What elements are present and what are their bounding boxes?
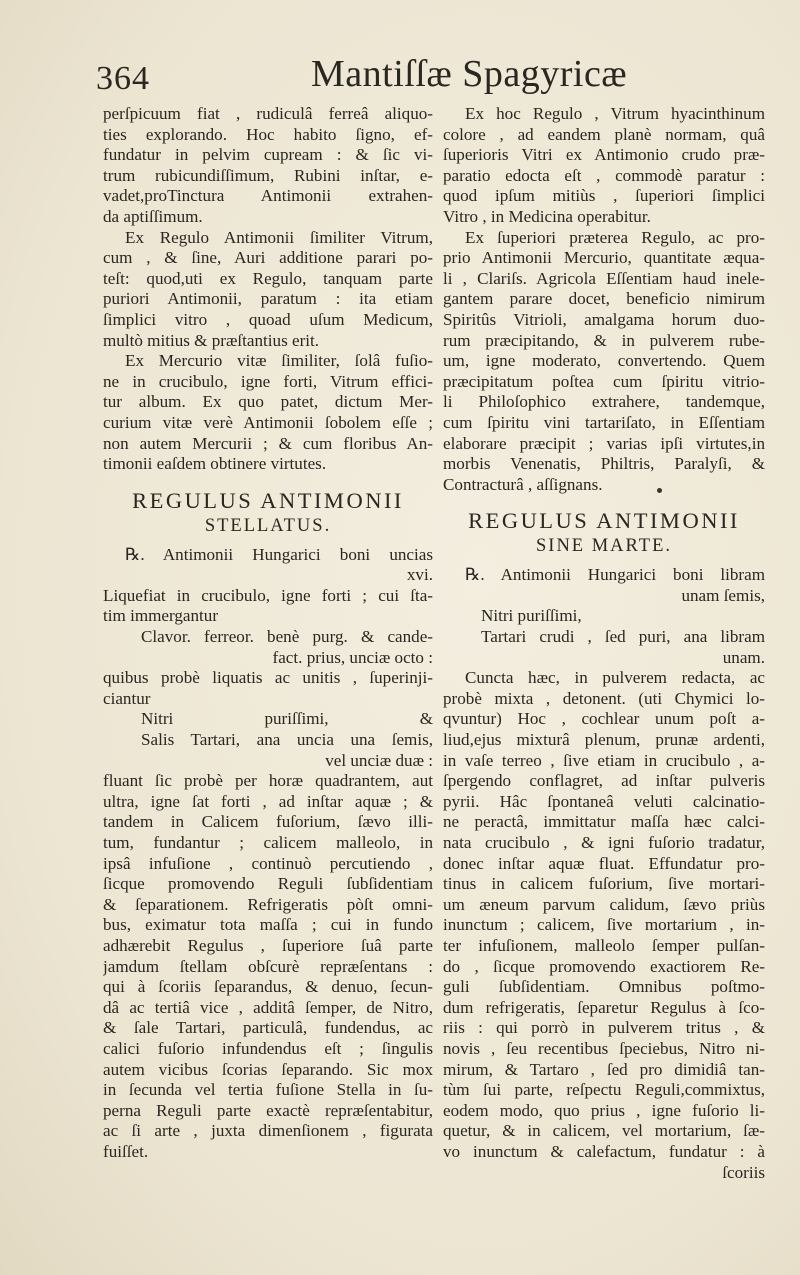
text-line: Nitri puriſſimi,	[481, 606, 582, 626]
text-line: paratio edocta eſt , commodè paratur :	[443, 165, 765, 185]
text-line: da aptiſſimum.	[103, 206, 203, 226]
text-line: ſimplici vitro , quoad uſum Medicum,	[103, 309, 433, 329]
text-line: novis , ſeu recentibus ſpeciebus, Nitro ni-	[443, 1038, 765, 1058]
text-line: unam.	[722, 647, 765, 667]
text-line: in vaſe terreo , ſive etiam in crucibulo , a-	[443, 750, 765, 770]
text-line: ℞. Antimonii Hungarici boni libram	[465, 565, 765, 585]
text-line: liud,ejus mixturâ plenum, prunæ ardenti,	[443, 730, 765, 750]
text-line: & ſale Tartari, particulâ, fundendus, ac	[103, 1018, 433, 1038]
text-line: tandem in Calicem fuſorium, ſævo illi-	[103, 812, 433, 832]
text-line: puriori Antimonii, paratum : ita etiam	[103, 289, 433, 309]
text-line: Tartari crudi , ſed puri, ana libram	[481, 627, 765, 647]
text-line: perſpicuum fiat , rudiculâ ferreâ aliquo-	[103, 104, 433, 123]
text-line: ſicque promovendo Reguli ſubſidentiam	[103, 874, 433, 894]
text-line: non autem Mercurii ; & cum floribus An-	[103, 433, 433, 453]
text-line: cum ſpiritu vini tartariſato, in Eſſentiam	[443, 412, 765, 432]
text-line: gantem parare docet, beneficio nimirum	[443, 289, 765, 309]
page-header	[96, 46, 766, 102]
text-line: ne peractâ, immittatur maſſa hæc calci-	[443, 812, 765, 832]
text-line: probè mixta , detonent. (uti Chymici lo-	[443, 688, 765, 708]
text-line: ſcoriis	[722, 1162, 765, 1182]
text-line: tinus in calicem fuſorium, ſive mortari-	[443, 874, 765, 894]
text-line: Nitri puriſſimi, &	[141, 709, 433, 729]
text-line: Ex ſuperiori præterea Regulo, ac pro-	[465, 227, 765, 247]
text-line: guli ſubſidentiam. Omnibus poſtmo-	[443, 977, 765, 997]
text-line: unam ſemis,	[681, 585, 765, 605]
ink-spot	[657, 488, 662, 493]
text-line: nata crucibulo , & igni fuſorio tradatur,	[443, 833, 765, 852]
left-section-subtitle: STELLATUS.	[204, 515, 332, 536]
text-line: timonii eaſdem obtinere virtutes.	[103, 454, 327, 474]
text-line: curium vitæ verè Antimonii ſobolem eſſe ;	[103, 412, 433, 432]
text-line: donec inſtar aquæ fluat. Effundatur pro-	[443, 853, 765, 873]
right-section-title: REGULUS ANTIMONII	[468, 508, 740, 534]
text-line: quetur, & in calicem, vel mortarium, ſæ-	[443, 1121, 765, 1141]
text-line: li , Clariſs. Agricola Eſſentiam haud inele-	[443, 268, 765, 288]
right-section-subtitle: SINE MARTE.	[536, 536, 672, 557]
text-line: in ſecunda vel tertia fuſione Stella in ſu-	[103, 1080, 433, 1100]
text-line: dâ ac tertiâ vice , additâ ſemper, de Nitro,	[103, 997, 433, 1017]
text-line: bus, eximatur tota maſſa ; cui in fundo	[103, 915, 433, 935]
text-line: mirum, & Tartaro , ſed pro dimidiâ tan-	[443, 1059, 765, 1079]
text-line: ciantur	[103, 688, 151, 708]
text-line: Ex Mercurio vitæ ſimiliter, ſolâ fuſio-	[125, 351, 433, 371]
text-line: ſuperioris Vitri ex Antimonio crudo præ-	[443, 145, 765, 165]
text-line: Vitro , in Medicina operabitur.	[443, 206, 651, 226]
text-line: quod ipſum mitiùs , ſuperiori ſimplici	[443, 186, 765, 206]
text-line: ℞. Antimonii Hungarici boni uncias	[125, 544, 433, 564]
text-line: riis : qui porrò in pulverem tritus , &	[443, 1018, 765, 1038]
running-title: Mantiſſæ Spagyricæ	[311, 53, 628, 95]
right-text-block-a	[443, 104, 765, 495]
text-line: prio Antimonii Mercurio, quantitate æqua-	[443, 248, 765, 268]
text-line: inunctum ; calicem, ſive mortarium , in-	[443, 915, 765, 935]
text-line: ties explorando. Hoc habito ſigno, ef-	[103, 124, 433, 144]
text-line: tur album. Ex quo patet, dictum Mer-	[103, 392, 433, 412]
text-line: tum, fundantur ; calicem malleolo, in	[103, 833, 433, 852]
text-line: do , ſicque promovendo exactiorem Re-	[443, 956, 765, 976]
right-text-block-b	[443, 565, 765, 1183]
text-line: Clavor. ferreor. benè purg. & cande-	[141, 627, 433, 647]
text-line: & ſeparationem. Refrigeratis pòſt omni-	[103, 894, 433, 914]
text-line: ultra, igne ſat forti , ad inſtar aquæ ; &	[103, 791, 433, 811]
text-line: multò mitius & præſtantius erit.	[103, 330, 320, 350]
text-line: perna Reguli parte exactè repræſentabitur,	[103, 1100, 433, 1120]
text-line: ter infuſionem, malleolo ſemper pulſan-	[443, 935, 765, 955]
text-line: colore , ad eandem planè normam, quâ	[443, 124, 765, 144]
text-line: fluant ſic probè per horæ quadrantem, aut	[103, 771, 433, 791]
text-line: cum , & ſine, Auri additione parari po-	[103, 248, 433, 268]
text-line: Ex hoc Regulo , Vitrum hyacinthinum	[465, 104, 765, 123]
text-line: trum rubicundiſſimum, Rubini inſtar, e-	[103, 165, 433, 185]
left-text-block-a	[103, 104, 433, 475]
text-line: li Philoſophico extrahere, tandemque,	[443, 392, 765, 412]
text-line: morbis Venenatis, Philtris, Paralyſi, &	[443, 454, 765, 474]
text-line: Cuncta hæc, in pulverem redacta, ac	[465, 668, 765, 688]
text-line: Liquefiat in crucibulo, igne forti ; cui ſta-	[103, 585, 433, 605]
right-column	[443, 104, 765, 1183]
text-line: jamdum ſtellam obſcurè repræſentans :	[103, 956, 433, 976]
text-line: xvi.	[406, 565, 433, 585]
text-line: Salis Tartari, ana uncia una ſemis,	[141, 730, 433, 750]
text-line: ne in crucibulo, igne forti, Vitrum effici-	[103, 371, 433, 391]
text-line: teſt: quod,uti ex Regulo, tanquam parte	[103, 268, 433, 288]
text-line: fundatur in pelvim cupream : & ſic vi-	[103, 145, 433, 165]
text-line: tùm ſui parte, reſpectu Reguli,commixtus,	[443, 1080, 765, 1100]
text-line: adhærebit Regulus , ſuperiore ſuâ parte	[103, 935, 433, 955]
text-line: elaborare præcipit ; varias ipſi virtutes,in	[443, 433, 765, 453]
text-line: fuiſſet.	[103, 1141, 149, 1161]
text-line: dum refrigeratis, ſeparetur Regulus à ſco-	[443, 997, 765, 1017]
text-line: quibus probè liquatis ac unitis , ſuperinji-	[103, 668, 433, 688]
text-line: qvuntur) Hoc , cochlear unum poſt a-	[443, 709, 765, 729]
text-line: um, igne moderato, convertendo. Quem	[443, 351, 765, 371]
left-section-title: REGULUS ANTIMONII	[132, 487, 404, 513]
text-line: ſpergendo conflagret, ad inſtar pulveris	[443, 771, 765, 791]
text-line: calici fuſorio infundendus eſt ; ſingulis	[103, 1038, 433, 1058]
text-line: autem vicibus ſcorias ſeparando. Sic mox	[103, 1059, 433, 1079]
text-line: pyrii. Hâc ſpontaneâ veluti calcinatio-	[443, 791, 765, 811]
left-text-block-b	[103, 545, 433, 1163]
left-column	[103, 104, 433, 1163]
text-line: vadet,proTinctura Antimonii extrahen-	[103, 186, 433, 206]
page-number: 364	[96, 60, 150, 97]
text-line: vo inunctum & calefactum, fundatur : à	[443, 1141, 765, 1161]
text-line: ipsâ infuſione , continuò percutiendo ,	[103, 853, 433, 873]
text-line: um æneum parvum calidum, ſævo priùs	[443, 894, 765, 914]
text-line: vel unciæ duæ :	[325, 750, 433, 770]
text-line: rum præcipitando, & in pulverem rube-	[443, 330, 765, 350]
text-line: Spiritûs Vitrioli, amalgama horum duo-	[443, 309, 765, 329]
text-line: Contracturâ , aſſignans.	[443, 474, 603, 494]
text-line: fact. prius, unciæ octo :	[272, 647, 433, 667]
text-line: Ex Regulo Antimonii ſimiliter Vitrum,	[125, 227, 433, 247]
text-line: ac ſi arte , juxta dimenſionem , figurata	[103, 1121, 433, 1141]
text-line: tim immergantur	[103, 606, 219, 626]
text-line: eodem modo, quo prius , igne fuſorio li-	[443, 1100, 765, 1120]
text-line: præcipitatum poſtea cum ſpiritu vitrio-	[443, 371, 765, 391]
text-line: qui à ſcoriis ſeparandus, & denuo, ſecun-	[103, 977, 433, 997]
